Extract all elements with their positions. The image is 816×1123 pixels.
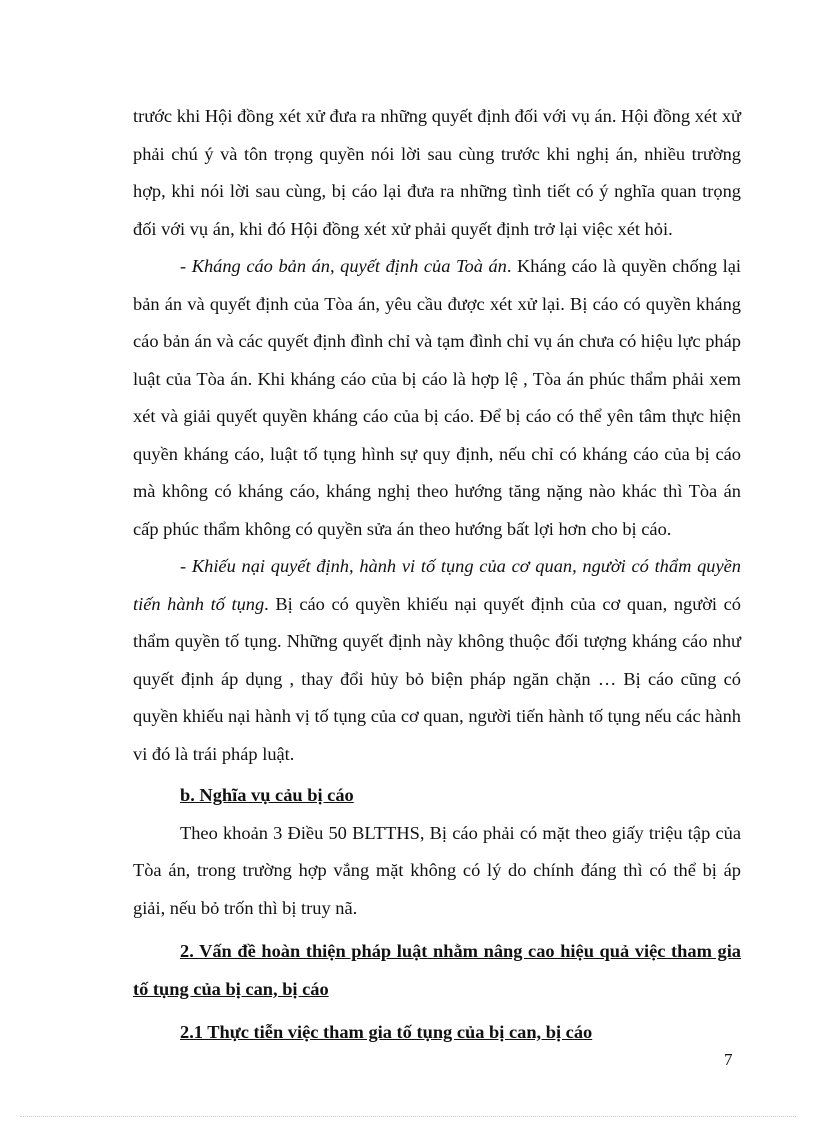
paragraph-appeal-right [133, 248, 741, 548]
paragraph-defendant-obligations: Theo khoản 3 Điều 50 BLTTHS, Bị cáo phải có mặt theo giấy triệu tập của Tòa án, trong trường hợp vắng mặt không có lý do chính đáng thì có thể bị áp giải, nếu bỏ trốn thì bị truy nã. [133, 822, 741, 918]
page-bottom-divider [20, 1116, 796, 1117]
page-number: 7 [724, 1050, 733, 1069]
complaint-right-lead: - Khiếu nại quyết định, hành vi tố tụng của cơ quan, người có thẩm quyền tiến hành tố tụng [133, 556, 741, 614]
heading-section-2: 2. Vấn đề hoàn thiện pháp luật nhằm nâng cao hiệu quả việc tham gia tố tụng của bị can, bị cáo [133, 941, 741, 999]
appeal-right-lead: - Kháng cáo bản án, quyết định của Toà án [180, 256, 507, 276]
document-body [133, 98, 741, 1052]
paragraph-complaint-right [133, 548, 741, 773]
paragraph-hearing-last-word: trước khi Hội đồng xét xử đưa ra những quyết định đối với vụ án. Hội đồng xét xử phải chú ý và tôn trọng quyền nói lời sau cùng trước khi nghị án, nhiều trường hợp, khi nói lời sau cùng, bị cáo lại đưa ra những tình tiết có ý nghĩa quan trọng đối với vụ án, khi đó Hội đồng xét xử phải quyết định trở lại việc xét hỏi. [133, 106, 741, 239]
appeal-right-text: . Kháng cáo là quyền chống lại bản án và quyết định của Tòa án, yêu cầu được xét xử lại. Bị cáo có quyền kháng cáo bản án và các quyết định đình chỉ và tạm đình chỉ vụ án chưa có hiệu lực pháp luật của Tòa án. Khi kháng cáo của bị cáo là hợp lệ , Tòa án phúc thẩm phải xem xét và giải quyết quyền kháng cáo của bị cáo. Để bị cáo có thể yên tâm thực hiện quyền kháng cáo, luật tố tụng hình sự quy định, nếu chỉ có kháng cáo của bị cáo mà không có kháng cáo, kháng nghị theo hướng tăng nặng nào khác thì Tòa án cấp phúc thẩm không có quyền sửa án theo hướng bất lợi hơn cho bị cáo. [133, 256, 741, 539]
heading-defendant-obligations: b. Nghĩa vụ cảu bị cáo [180, 785, 354, 805]
complaint-right-text: . Bị cáo có quyền khiếu nại quyết định của cơ quan, người có thẩm quyền tố tụng. Những quyết định này không thuộc đối tượng kháng cáo như quyết định áp dụng , thay đổi hủy bỏ biện pháp ngăn chặn … Bị cáo cũng có quyền khiếu nại hành vị tố tụng của cơ quan, người tiến hành tố tụng nếu các hành vi đó là trái pháp luật. [133, 593, 741, 764]
heading-section-2-1: 2.1 Thực tiễn việc tham gia tố tụng của bị can, bị cáo [180, 1022, 593, 1042]
